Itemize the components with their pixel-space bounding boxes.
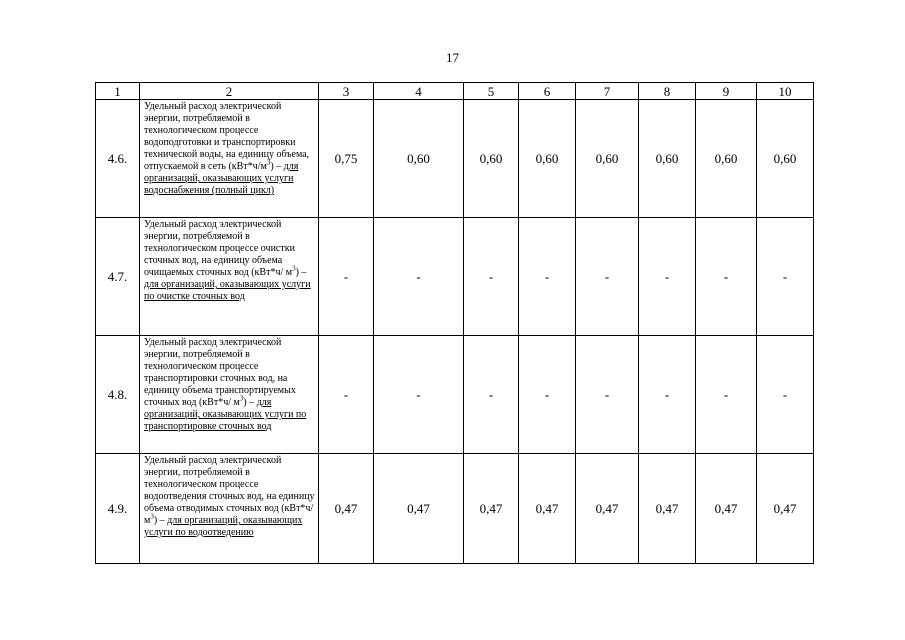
value-cell: - [696,336,757,454]
value-cell: 0,47 [319,454,374,564]
indicator-table [95,82,814,564]
row-id: 4.6. [96,100,140,218]
value-cell: 0,60 [696,100,757,218]
value-cell: 0,47 [757,454,814,564]
value-cell: - [576,218,639,336]
value-cell: 0,60 [576,100,639,218]
value-cell: 0,47 [464,454,519,564]
value-cell: 0,75 [319,100,374,218]
value-cell: - [374,336,464,454]
value-cell: - [576,336,639,454]
value-cell: 0,47 [374,454,464,564]
table-row [96,218,814,336]
table-row [96,336,814,454]
header-cell: 1 [96,83,140,100]
header-cell: 2 [140,83,319,100]
value-cell: 0,60 [757,100,814,218]
row-description: Удельный расход электрической энергии, потребляемой в технологическом процессе очистки сточных вод, на единицу объема очищаемых сточных вод (кВт*ч/ $м^3$) – для организаций, оказывающих услуги по очистке сточных вод [140,218,319,336]
value-cell: - [519,218,576,336]
value-cell: - [757,336,814,454]
row-description: Удельный расход электрической энергии, потребляемой в технологическом процессе водоотведения сточных вод, на единицу объема отводимых сточных вод (кВт*ч/ $м^3$) – для организаций, оказывающих услуги по водоотведению [140,454,319,564]
value-cell: 0,60 [639,100,696,218]
page-number: 17 [446,50,459,65]
value-cell: 0,47 [576,454,639,564]
header-cell: 6 [519,83,576,100]
header-cell: 8 [639,83,696,100]
header-cell: 3 [319,83,374,100]
table-row [96,454,814,564]
value-cell: - [639,336,696,454]
header-cell: 5 [464,83,519,100]
value-cell: - [374,218,464,336]
value-cell: - [696,218,757,336]
value-cell: - [519,336,576,454]
row-description: Удельный расход электрической энергии, потребляемой в технологическом процессе транспортировки сточных вод, на единицу объема транспортируемых сточных вод (кВт*ч/ $м^3$) – для организаций, оказывающих услуги по транспортировке сточных вод [140,336,319,454]
value-cell: 0,47 [696,454,757,564]
table-row [96,100,814,218]
row-id: 4.8. [96,336,140,454]
row-id: 4.7. [96,218,140,336]
row-description: Удельный расход электрической энергии, потребляемой в технологическом процессе водоподготовки и транспортировки технической воды, на единицу объема, отпускаемой в сеть $(кВт*ч/м^3)$ – для организаций, оказывающих услуги водоснабжения (полный цикл) [140,100,319,218]
value-cell: - [319,218,374,336]
header-cell: 10 [757,83,814,100]
value-cell: 0,60 [519,100,576,218]
value-cell: - [464,218,519,336]
header-cell: 4 [374,83,464,100]
value-cell: 0,60 [374,100,464,218]
row-id: 4.9. [96,454,140,564]
value-cell: 0,47 [519,454,576,564]
value-cell: - [319,336,374,454]
table-header-row [96,83,814,100]
header-cell: 9 [696,83,757,100]
value-cell: - [757,218,814,336]
value-cell: - [639,218,696,336]
value-cell: - [464,336,519,454]
header-cell: 7 [576,83,639,100]
value-cell: 0,47 [639,454,696,564]
value-cell: 0,60 [464,100,519,218]
